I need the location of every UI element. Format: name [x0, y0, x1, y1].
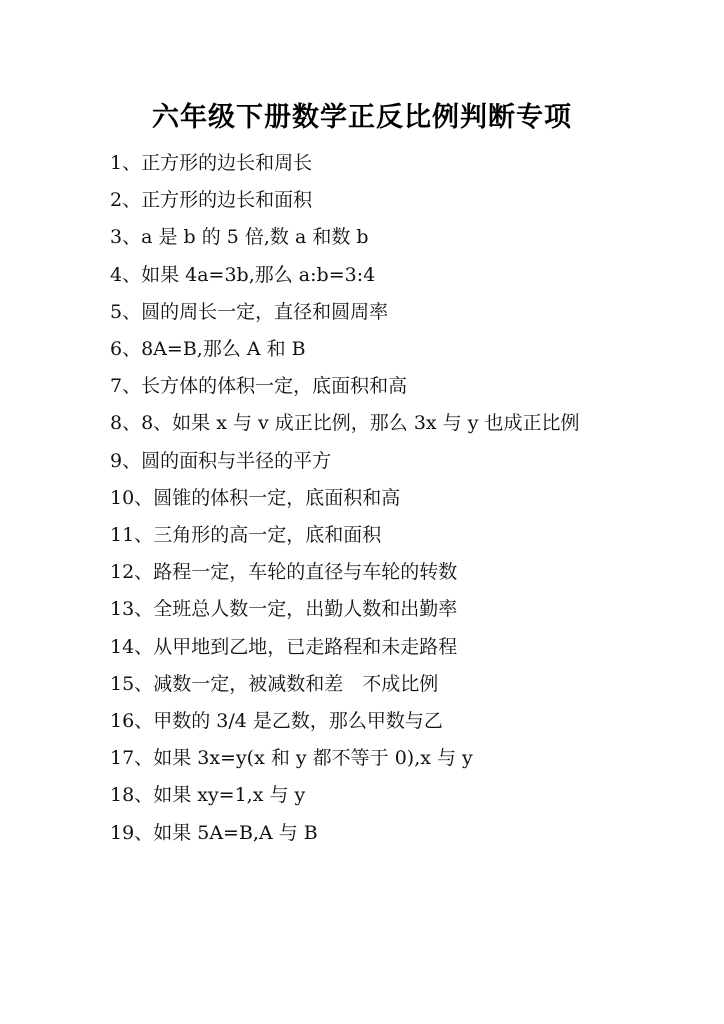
- item-number: 2、: [110, 189, 142, 212]
- list-item: [110, 331, 630, 368]
- item-number: 5、: [110, 300, 142, 323]
- item-number: 10、: [110, 486, 154, 509]
- item-text: 路程一定，车轮的直径与车轮的转数: [153, 561, 458, 584]
- item-text: 长方体的体积一定，底面积和高: [141, 375, 408, 398]
- list-item: [110, 480, 630, 517]
- list-item: [110, 443, 630, 480]
- list-item: [110, 666, 630, 703]
- item-text: 如果 4a=3b,那么 a:b=3:4: [141, 263, 376, 286]
- list-item: [110, 257, 630, 294]
- item-text: 从甲地到乙地，已走路程和未走路程: [153, 635, 458, 658]
- item-number: 16、: [110, 710, 154, 733]
- list-item: [110, 591, 630, 628]
- list-item: [110, 740, 630, 777]
- item-number: 14、: [110, 635, 154, 658]
- item-number: 4、: [110, 263, 142, 286]
- item-number: 12、: [110, 561, 154, 584]
- item-text: 全班总人数一定，出勤人数和出勤率: [153, 598, 458, 621]
- list-item: [110, 815, 630, 852]
- item-number: 17、: [110, 747, 154, 770]
- list-item: [110, 517, 630, 554]
- list-item: [110, 368, 630, 405]
- list-item: [110, 554, 630, 591]
- list-item: [110, 294, 630, 331]
- item-text: 圆的面积与半径的平方: [141, 449, 332, 472]
- item-text: 如果 xy=1,x 与 y: [153, 784, 306, 807]
- item-text: a 是 b 的 5 倍,数 a 和数 b: [141, 226, 369, 249]
- item-number: 1、: [110, 152, 142, 174]
- item-number: 9、: [110, 449, 142, 472]
- item-number: 13、: [110, 598, 154, 621]
- list-item: [110, 405, 630, 442]
- item-text: 圆的周长一定，直径和圆周率: [141, 300, 389, 323]
- item-text: 正方形的边长和面积: [141, 189, 313, 212]
- item-text: 8A=B,那么 A 和 B: [141, 338, 306, 361]
- item-number: 6、: [110, 338, 142, 361]
- item-text: 如果 3x=y(x 和 y 都不等于 0),x 与 y: [153, 747, 473, 770]
- item-number: 18、: [110, 784, 154, 807]
- item-text: 如果 5A=B,A 与 B: [153, 821, 318, 844]
- item-number: 7、: [110, 375, 142, 398]
- item-number: 19、: [110, 821, 154, 844]
- item-text: 减数一定，被减数和差 不成比例: [153, 672, 439, 695]
- item-text: 正方形的边长和周长: [141, 152, 313, 174]
- item-number: 11、: [110, 524, 154, 547]
- item-text: 8、如果 x 与 v 成正比例，那么 3x 与 y 也成正比例: [141, 412, 580, 435]
- list-item: [110, 182, 630, 219]
- list-item: [110, 219, 630, 256]
- list-item: [110, 703, 630, 740]
- item-text: 三角形的高一定，底和面积: [153, 524, 382, 547]
- list-item: [110, 777, 630, 814]
- document-title: 六年级下册数学正反比例判断专项: [152, 102, 572, 133]
- item-number: 3、: [110, 226, 142, 249]
- item-text: 甲数的 3/4 是乙数，那么甲数与乙: [153, 710, 443, 733]
- item-number: 8、: [110, 412, 142, 435]
- question-list: [110, 145, 630, 852]
- list-item: [110, 629, 630, 666]
- item-number: 15、: [110, 672, 154, 695]
- list-item: [110, 145, 630, 182]
- item-text: 圆锥的体积一定，底面积和高: [153, 486, 401, 509]
